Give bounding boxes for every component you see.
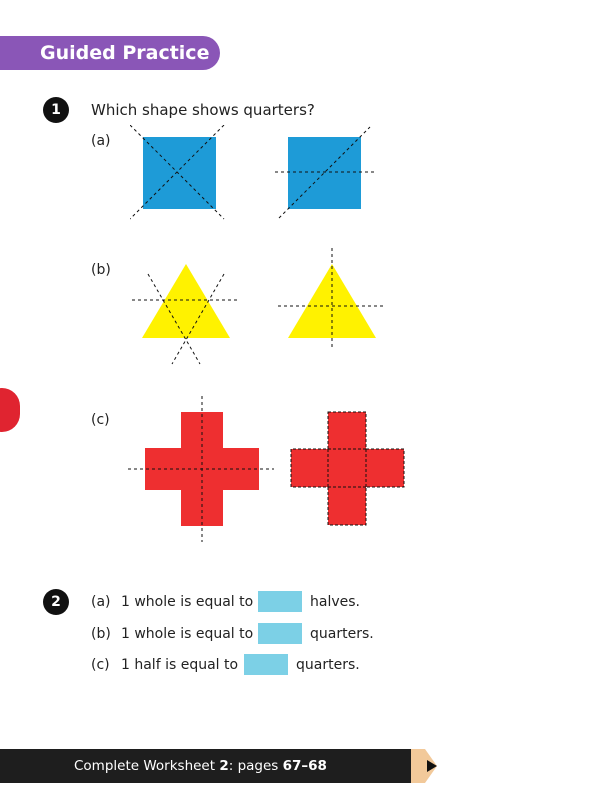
question-2-number: 2 — [43, 589, 69, 615]
red-cross — [291, 412, 404, 525]
question-1-prompt: Which shape shows quarters? — [91, 101, 315, 119]
q2-row-c-tail: quarters. — [296, 657, 360, 673]
answer-box-a[interactable] — [258, 591, 302, 612]
q2-row-a-lead: 1 whole is equal to — [121, 594, 254, 610]
footer-bar — [0, 749, 413, 783]
blue-square — [143, 137, 216, 209]
cross-five-squares-option[interactable] — [288, 409, 408, 529]
footer-text — [74, 749, 327, 783]
answer-box-b[interactable] — [258, 623, 302, 644]
q2-row-b-tail: quarters. — [310, 626, 374, 642]
footer-pages: 67–68 — [282, 758, 327, 774]
part-a-label: (a) — [91, 133, 111, 149]
yellow-triangle — [142, 264, 230, 338]
side-tab — [0, 388, 20, 432]
square-diagonal-horizontal-option[interactable] — [270, 125, 380, 220]
cross-center-lines-option[interactable] — [128, 396, 276, 546]
footer-worksheet-number: 2 — [219, 758, 229, 774]
section-banner — [0, 36, 220, 70]
answer-box-c[interactable] — [244, 654, 288, 675]
section-title: Guided Practice — [40, 42, 210, 64]
q2-row-c-label: (c) — [91, 657, 110, 673]
q2-row-a-tail: halves. — [310, 594, 360, 610]
triangle-three-lines-option[interactable] — [130, 260, 242, 370]
part-c-label: (c) — [91, 412, 110, 428]
q2-row-b-lead: 1 whole is equal to — [121, 626, 254, 642]
footer-prefix: Complete Worksheet — [74, 758, 220, 774]
question-1-number: 1 — [43, 97, 69, 123]
square-diagonals-option[interactable] — [130, 125, 230, 220]
part-b-label: (b) — [91, 262, 111, 278]
q2-row-a-label: (a) — [91, 594, 111, 610]
q2-row-b-label: (b) — [91, 626, 111, 642]
blue-square — [288, 137, 361, 209]
q2-row-c-lead: 1 half is equal to — [121, 657, 239, 673]
footer-middle: : pages — [228, 758, 283, 774]
pencil-tip-icon — [411, 749, 437, 783]
triangle-cross-lines-option[interactable] — [275, 248, 387, 358]
